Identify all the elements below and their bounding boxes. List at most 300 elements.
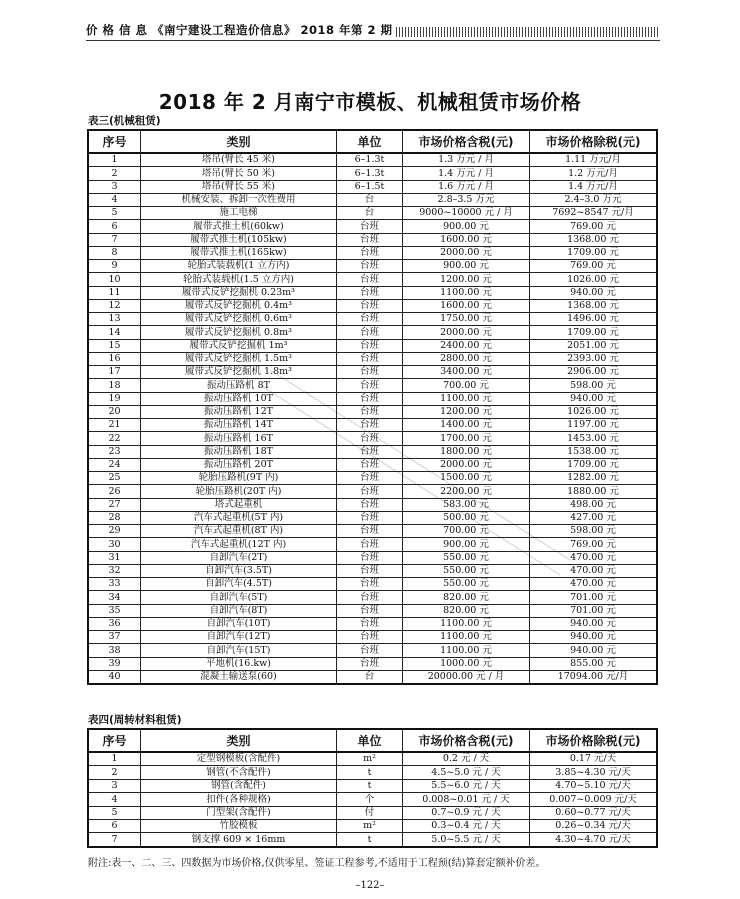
cell-price-incl-tax: 1750.00 元 — [403, 313, 530, 326]
table-row — [89, 299, 657, 312]
cell-index: 10 — [89, 273, 141, 286]
cell-category: 振动压路机 12T — [141, 405, 337, 418]
cell-category: 扣件(各种规格) — [141, 793, 337, 806]
cell-category: 钢支撑 609 × 16mm — [141, 833, 337, 846]
table-row — [89, 246, 657, 259]
table-row — [89, 220, 657, 233]
table-row — [89, 153, 657, 167]
col-header-price-incl-tax: 市场价格含税(元) — [403, 730, 530, 753]
cell-price-excl-tax: 470.00 元 — [530, 551, 657, 564]
cell-price-excl-tax: 1709.00 元 — [530, 458, 657, 471]
table-row — [89, 793, 657, 806]
cell-unit: 台班 — [337, 326, 403, 339]
cell-unit: t — [337, 833, 403, 846]
cell-category: 塔吊(臂长 50 米) — [141, 167, 337, 180]
cell-price-excl-tax: 769.00 元 — [530, 220, 657, 233]
table-row — [89, 485, 657, 498]
cell-index: 33 — [89, 578, 141, 591]
table-row — [89, 405, 657, 418]
cell-price-incl-tax: 1200.00 元 — [403, 273, 530, 286]
table-row — [89, 511, 657, 524]
table-row — [89, 339, 657, 352]
table-row — [89, 366, 657, 379]
cell-price-incl-tax: 1800.00 元 — [403, 445, 530, 458]
table-row — [89, 819, 657, 832]
cell-price-excl-tax: 2051.00 元 — [530, 339, 657, 352]
cell-price-excl-tax: 4.30~4.70 元/天 — [530, 833, 657, 846]
cell-price-excl-tax: 1368.00 元 — [530, 299, 657, 312]
cell-category: 履带式反铲挖掘机 0.23m³ — [141, 286, 337, 299]
cell-category: 振动压路机 18T — [141, 445, 337, 458]
table-row — [89, 752, 657, 766]
cell-price-incl-tax: 4.5~5.0 元 / 天 — [403, 766, 530, 779]
cell-price-incl-tax: 9000~10000 元 / 月 — [403, 207, 530, 220]
cell-index: 31 — [89, 551, 141, 564]
cell-index: 11 — [89, 286, 141, 299]
cell-unit: 台班 — [337, 644, 403, 657]
cell-price-excl-tax: 2393.00 元 — [530, 352, 657, 365]
cell-price-excl-tax: 1368.00 元 — [530, 233, 657, 246]
cell-unit: 6–1.5t — [337, 180, 403, 193]
table-row — [89, 644, 657, 657]
cell-index: 40 — [89, 670, 141, 683]
cell-price-excl-tax: 701.00 元 — [530, 591, 657, 604]
cell-unit: 台班 — [337, 273, 403, 286]
cell-index: 13 — [89, 313, 141, 326]
cell-price-excl-tax: 0.26~0.34 元/天 — [530, 819, 657, 832]
cell-unit: 台班 — [337, 511, 403, 524]
cell-category: 履带式推土机(105kw) — [141, 233, 337, 246]
table-row — [89, 472, 657, 485]
cell-price-incl-tax: 550.00 元 — [403, 578, 530, 591]
table-row — [89, 591, 657, 604]
cell-category: 自卸汽车(4.5T) — [141, 578, 337, 591]
col-header-price-excl-tax: 市场价格除税(元) — [530, 131, 657, 154]
header-decorative-bar — [396, 27, 660, 37]
cell-price-excl-tax: 1496.00 元 — [530, 313, 657, 326]
footnote: 附注:表一、二、三、四数据为市场价格,仅供零星、签证工程参考,不适用于工程预(结)算套定额补价差。 — [88, 858, 546, 869]
cell-unit: 台班 — [337, 578, 403, 591]
cell-category: 自卸汽车(5T) — [141, 591, 337, 604]
cell-category: 履带式反铲挖掘机 0.6m³ — [141, 313, 337, 326]
table-row — [89, 419, 657, 432]
cell-price-incl-tax: 2400.00 元 — [403, 339, 530, 352]
cell-price-incl-tax: 1600.00 元 — [403, 299, 530, 312]
cell-unit: 台班 — [337, 604, 403, 617]
cell-price-incl-tax: 0.7~0.9 元 / 天 — [403, 806, 530, 819]
cell-unit: 个 — [337, 793, 403, 806]
table-row — [89, 670, 657, 683]
cell-category: 振动压路机 16T — [141, 432, 337, 445]
cell-price-incl-tax: 820.00 元 — [403, 604, 530, 617]
cell-price-incl-tax: 1.4 万元 / 月 — [403, 167, 530, 180]
cell-index: 3 — [89, 779, 141, 792]
cell-index: 35 — [89, 604, 141, 617]
table-row — [89, 167, 657, 180]
cell-unit: 付 — [337, 806, 403, 819]
cell-category: 钢管(含配件) — [141, 779, 337, 792]
table-row — [89, 551, 657, 564]
cell-category: 自卸汽车(8T) — [141, 604, 337, 617]
cell-price-excl-tax: 498.00 元 — [530, 498, 657, 511]
page-number: –122– — [355, 880, 385, 891]
cell-price-incl-tax: 1100.00 元 — [403, 617, 530, 630]
cell-unit: 台班 — [337, 220, 403, 233]
cell-category: 自卸汽车(10T) — [141, 617, 337, 630]
table-row — [89, 833, 657, 846]
cell-category: 平地机(16.kw) — [141, 657, 337, 670]
col-header-category: 类别 — [141, 730, 337, 753]
cell-unit: 台 — [337, 670, 403, 683]
cell-price-incl-tax: 2000.00 元 — [403, 246, 530, 259]
table-row — [89, 392, 657, 405]
cell-price-incl-tax: 2000.00 元 — [403, 326, 530, 339]
table-row — [89, 806, 657, 819]
cell-index: 21 — [89, 419, 141, 432]
col-header-unit: 单位 — [337, 730, 403, 753]
table-row — [89, 233, 657, 246]
material-rental-table-body — [89, 752, 657, 846]
table-row — [89, 631, 657, 644]
cell-price-excl-tax: 1709.00 元 — [530, 326, 657, 339]
cell-price-incl-tax: 2.8–3.5 万元 — [403, 193, 530, 206]
cell-category: 履带式推土机(60kw) — [141, 220, 337, 233]
cell-category: 汽车式起重机(5T 内) — [141, 511, 337, 524]
cell-price-incl-tax: 1500.00 元 — [403, 472, 530, 485]
cell-category: 振动压路机 20T — [141, 458, 337, 471]
cell-unit: 台班 — [337, 405, 403, 418]
cell-index: 1 — [89, 153, 141, 167]
cell-price-incl-tax: 1700.00 元 — [403, 432, 530, 445]
cell-price-incl-tax: 1200.00 元 — [403, 405, 530, 418]
cell-price-incl-tax: 1100.00 元 — [403, 392, 530, 405]
cell-unit: 台班 — [337, 525, 403, 538]
cell-price-excl-tax: 1453.00 元 — [530, 432, 657, 445]
cell-price-incl-tax: 2800.00 元 — [403, 352, 530, 365]
cell-price-excl-tax: 1709.00 元 — [530, 246, 657, 259]
cell-index: 16 — [89, 352, 141, 365]
cell-unit: t — [337, 779, 403, 792]
cell-unit: 台班 — [337, 564, 403, 577]
cell-category: 门型架(含配件) — [141, 806, 337, 819]
cell-price-excl-tax: 470.00 元 — [530, 564, 657, 577]
table-row — [89, 498, 657, 511]
cell-price-excl-tax: 1.4 万元/月 — [530, 180, 657, 193]
cell-unit: 台班 — [337, 498, 403, 511]
col-header-unit: 单位 — [337, 131, 403, 154]
cell-index: 2 — [89, 167, 141, 180]
cell-price-excl-tax: 4.70~5.10 元/天 — [530, 779, 657, 792]
cell-price-incl-tax: 3400.00 元 — [403, 366, 530, 379]
cell-index: 25 — [89, 472, 141, 485]
cell-index: 6 — [89, 819, 141, 832]
cell-price-excl-tax: 1538.00 元 — [530, 445, 657, 458]
cell-index: 5 — [89, 207, 141, 220]
col-header-category: 类别 — [141, 131, 337, 154]
cell-category: 履带式反铲挖掘机 1.5m³ — [141, 352, 337, 365]
cell-index: 29 — [89, 525, 141, 538]
cell-index: 2 — [89, 766, 141, 779]
table-row — [89, 313, 657, 326]
cell-unit: m² — [337, 819, 403, 832]
cell-unit: 台班 — [337, 339, 403, 352]
cell-unit: 台班 — [337, 472, 403, 485]
cell-category: 自卸汽车(12T) — [141, 631, 337, 644]
cell-index: 4 — [89, 793, 141, 806]
cell-unit: 台班 — [337, 366, 403, 379]
cell-price-excl-tax: 17094.00 元/月 — [530, 670, 657, 683]
cell-unit: m² — [337, 752, 403, 766]
cell-price-excl-tax: 1.11 万元/月 — [530, 153, 657, 167]
cell-unit: 台班 — [337, 379, 403, 392]
page-title: 2018 年 2 月南宁市模板、机械租赁市场价格 — [158, 90, 582, 114]
table-row — [89, 604, 657, 617]
cell-price-excl-tax: 2906.00 元 — [530, 366, 657, 379]
cell-index: 1 — [89, 752, 141, 766]
cell-price-incl-tax: 550.00 元 — [403, 551, 530, 564]
cell-category: 轮胎压路机(9T 内) — [141, 472, 337, 485]
cell-index: 26 — [89, 485, 141, 498]
col-header-price-excl-tax: 市场价格除税(元) — [530, 730, 657, 753]
cell-category: 机械安装、拆卸一次性费用 — [141, 193, 337, 206]
cell-price-excl-tax: 855.00 元 — [530, 657, 657, 670]
table-row — [89, 538, 657, 551]
cell-category: 塔式起重机 — [141, 498, 337, 511]
cell-price-incl-tax: 20000.00 元 / 月 — [403, 670, 530, 683]
cell-index: 9 — [89, 260, 141, 273]
cell-unit: 台班 — [337, 591, 403, 604]
table-row — [89, 617, 657, 630]
cell-price-excl-tax: 769.00 元 — [530, 260, 657, 273]
cell-price-incl-tax: 0.008~0.01 元 / 天 — [403, 793, 530, 806]
cell-index: 4 — [89, 193, 141, 206]
cell-unit: 台班 — [337, 286, 403, 299]
cell-index: 7 — [89, 233, 141, 246]
cell-category: 钢管(不含配件) — [141, 766, 337, 779]
cell-category: 塔吊(臂长 45 米) — [141, 153, 337, 167]
cell-unit: 台 — [337, 207, 403, 220]
cell-price-excl-tax: 940.00 元 — [530, 644, 657, 657]
cell-unit: 台班 — [337, 551, 403, 564]
cell-price-incl-tax: 2200.00 元 — [403, 485, 530, 498]
table-row — [89, 193, 657, 206]
cell-unit: 台班 — [337, 246, 403, 259]
cell-category: 定型钢模板(含配件) — [141, 752, 337, 766]
cell-category: 汽车式起重机(8T 内) — [141, 525, 337, 538]
cell-price-incl-tax: 700.00 元 — [403, 379, 530, 392]
table-row — [89, 273, 657, 286]
table-row — [89, 352, 657, 365]
cell-price-excl-tax: 940.00 元 — [530, 286, 657, 299]
table-row — [89, 657, 657, 670]
cell-index: 7 — [89, 833, 141, 846]
col-header-index: 序号 — [89, 131, 141, 154]
header-divider — [86, 40, 660, 41]
cell-category: 轮胎式装载机(1 立方内) — [141, 260, 337, 273]
cell-unit: 台班 — [337, 631, 403, 644]
cell-price-incl-tax: 820.00 元 — [403, 591, 530, 604]
cell-unit: 6–1.3t — [337, 167, 403, 180]
cell-index: 36 — [89, 617, 141, 630]
cell-index: 30 — [89, 538, 141, 551]
cell-index: 24 — [89, 458, 141, 471]
cell-price-excl-tax: 1026.00 元 — [530, 273, 657, 286]
table3-label: 表三(机械租赁) — [88, 115, 161, 127]
cell-index: 6 — [89, 220, 141, 233]
cell-index: 20 — [89, 405, 141, 418]
machinery-rental-table — [88, 130, 657, 684]
table-header-row — [89, 131, 657, 154]
cell-index: 8 — [89, 246, 141, 259]
cell-category: 履带式反铲挖掘机 1.8m³ — [141, 366, 337, 379]
cell-price-incl-tax: 1100.00 元 — [403, 286, 530, 299]
cell-price-incl-tax: 0.2 元 / 天 — [403, 752, 530, 766]
cell-index: 27 — [89, 498, 141, 511]
cell-unit: 台班 — [337, 352, 403, 365]
cell-price-excl-tax: 940.00 元 — [530, 631, 657, 644]
material-rental-table — [88, 729, 657, 847]
cell-index: 19 — [89, 392, 141, 405]
cell-price-incl-tax: 500.00 元 — [403, 511, 530, 524]
cell-price-incl-tax: 1.6 万元 / 月 — [403, 180, 530, 193]
cell-unit: 台班 — [337, 657, 403, 670]
cell-category: 施工电梯 — [141, 207, 337, 220]
machinery-rental-table-body — [89, 153, 657, 684]
cell-price-incl-tax: 900.00 元 — [403, 260, 530, 273]
cell-price-excl-tax: 3.85~4.30 元/天 — [530, 766, 657, 779]
cell-price-incl-tax: 900.00 元 — [403, 220, 530, 233]
cell-index: 18 — [89, 379, 141, 392]
cell-price-excl-tax: 598.00 元 — [530, 379, 657, 392]
cell-price-incl-tax: 700.00 元 — [403, 525, 530, 538]
cell-category: 振动压路机 10T — [141, 392, 337, 405]
cell-index: 37 — [89, 631, 141, 644]
cell-price-excl-tax: 0.17 元/天 — [530, 752, 657, 766]
table-row — [89, 432, 657, 445]
cell-price-excl-tax: 0.60~0.77 元/天 — [530, 806, 657, 819]
cell-category: 履带式反铲挖掘机 0.8m³ — [141, 326, 337, 339]
cell-unit: 台班 — [337, 392, 403, 405]
cell-price-incl-tax: 5.5~6.0 元 / 天 — [403, 779, 530, 792]
table-row — [89, 207, 657, 220]
cell-price-incl-tax: 900.00 元 — [403, 538, 530, 551]
cell-unit: t — [337, 766, 403, 779]
table-row — [89, 779, 657, 792]
cell-index: 32 — [89, 564, 141, 577]
cell-price-incl-tax: 1100.00 元 — [403, 631, 530, 644]
cell-category: 振动压路机 14T — [141, 419, 337, 432]
cell-price-excl-tax: 598.00 元 — [530, 525, 657, 538]
cell-price-incl-tax: 2000.00 元 — [403, 458, 530, 471]
cell-unit: 台班 — [337, 233, 403, 246]
cell-price-excl-tax: 1880.00 元 — [530, 485, 657, 498]
table-row — [89, 458, 657, 471]
cell-price-incl-tax: 1400.00 元 — [403, 419, 530, 432]
cell-price-excl-tax: 7692~8547 元/月 — [530, 207, 657, 220]
cell-unit: 台班 — [337, 260, 403, 273]
cell-category: 振动压路机 8T — [141, 379, 337, 392]
table-row — [89, 180, 657, 193]
col-header-index: 序号 — [89, 730, 141, 753]
cell-price-incl-tax: 1000.00 元 — [403, 657, 530, 670]
cell-price-excl-tax: 701.00 元 — [530, 604, 657, 617]
cell-price-excl-tax: 940.00 元 — [530, 617, 657, 630]
cell-unit: 台班 — [337, 538, 403, 551]
cell-category: 自卸汽车(3.5T) — [141, 564, 337, 577]
cell-unit: 台班 — [337, 445, 403, 458]
cell-index: 17 — [89, 366, 141, 379]
cell-index: 5 — [89, 806, 141, 819]
cell-unit: 台班 — [337, 617, 403, 630]
cell-index: 15 — [89, 339, 141, 352]
cell-price-excl-tax: 1282.00 元 — [530, 472, 657, 485]
cell-price-incl-tax: 0.3~0.4 元 / 天 — [403, 819, 530, 832]
cell-price-incl-tax: 583.00 元 — [403, 498, 530, 511]
cell-unit: 台班 — [337, 299, 403, 312]
cell-price-excl-tax: 427.00 元 — [530, 511, 657, 524]
cell-price-excl-tax: 470.00 元 — [530, 578, 657, 591]
table-row — [89, 766, 657, 779]
table-row — [89, 260, 657, 273]
cell-price-incl-tax: 1600.00 元 — [403, 233, 530, 246]
cell-index: 23 — [89, 445, 141, 458]
cell-unit: 台班 — [337, 458, 403, 471]
cell-unit: 台班 — [337, 419, 403, 432]
cell-unit: 台班 — [337, 313, 403, 326]
cell-unit: 台班 — [337, 485, 403, 498]
cell-price-excl-tax: 1197.00 元 — [530, 419, 657, 432]
cell-unit: 6–1.3t — [337, 153, 403, 167]
cell-price-excl-tax: 2.4–3.0 万元 — [530, 193, 657, 206]
table-row — [89, 564, 657, 577]
cell-price-incl-tax: 5.0~5.5 元 / 天 — [403, 833, 530, 846]
table4-label: 表四(周转材料租赁) — [88, 714, 182, 726]
table-row — [89, 445, 657, 458]
cell-category: 汽车式起重机(12T 内) — [141, 538, 337, 551]
cell-index: 3 — [89, 180, 141, 193]
table-row — [89, 525, 657, 538]
cell-index: 22 — [89, 432, 141, 445]
cell-index: 12 — [89, 299, 141, 312]
cell-price-excl-tax: 1026.00 元 — [530, 405, 657, 418]
cell-unit: 台 — [337, 193, 403, 206]
cell-category: 轮胎压路机(20T 内) — [141, 485, 337, 498]
cell-category: 履带式反铲挖掘机 1m³ — [141, 339, 337, 352]
cell-price-incl-tax: 1100.00 元 — [403, 644, 530, 657]
col-header-price-incl-tax: 市场价格含税(元) — [403, 131, 530, 154]
cell-price-incl-tax: 550.00 元 — [403, 564, 530, 577]
table-row — [89, 326, 657, 339]
cell-price-excl-tax: 1.2 万元/月 — [530, 167, 657, 180]
cell-index: 38 — [89, 644, 141, 657]
table-row — [89, 379, 657, 392]
cell-index: 34 — [89, 591, 141, 604]
table-header-row — [89, 730, 657, 753]
cell-category: 自卸汽车(2T) — [141, 551, 337, 564]
table-row — [89, 286, 657, 299]
cell-category: 轮胎式装载机(1.5 立方内) — [141, 273, 337, 286]
cell-category: 履带式反铲挖掘机 0.4m³ — [141, 299, 337, 312]
cell-price-incl-tax: 1.3 万元 / 月 — [403, 153, 530, 167]
cell-index: 28 — [89, 511, 141, 524]
table-row — [89, 578, 657, 591]
cell-index: 39 — [89, 657, 141, 670]
cell-category: 自卸汽车(15T) — [141, 644, 337, 657]
cell-category: 混凝土输送泵(60) — [141, 670, 337, 683]
cell-category: 塔吊(臂长 55 米) — [141, 180, 337, 193]
cell-category: 竹胶模板 — [141, 819, 337, 832]
cell-index: 14 — [89, 326, 141, 339]
